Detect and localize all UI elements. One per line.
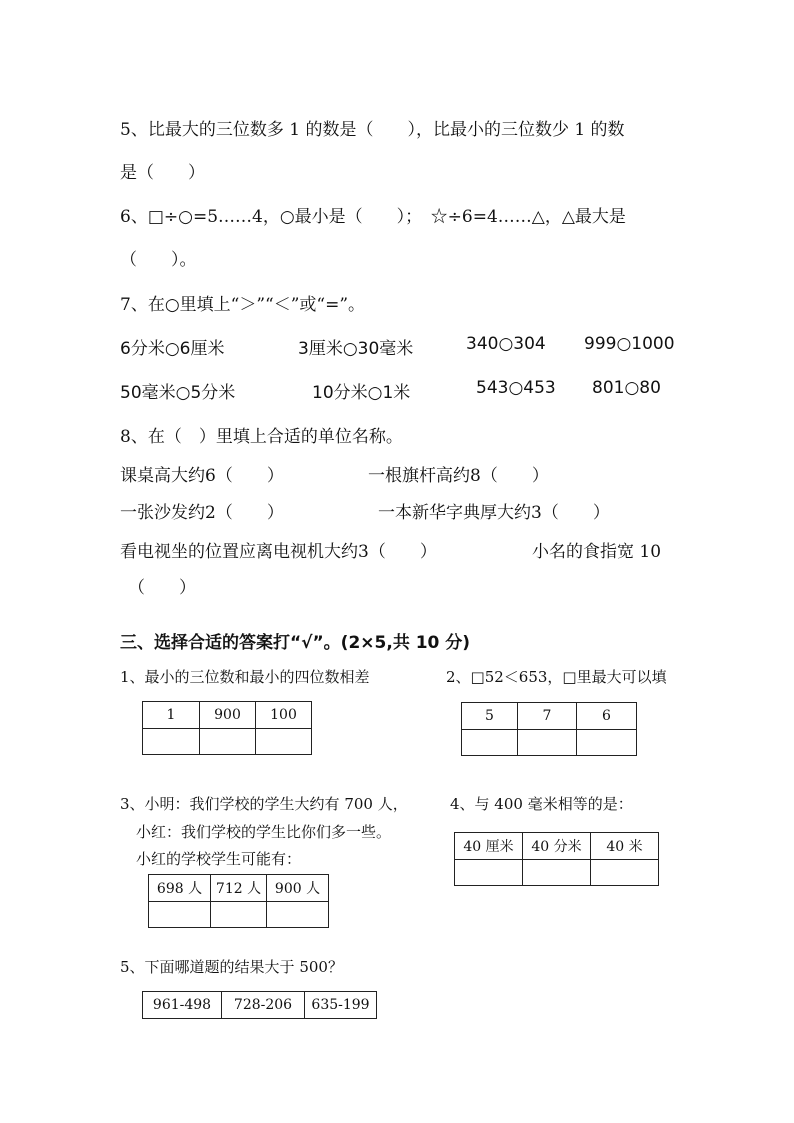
q7-item: 999○1000 bbox=[584, 334, 675, 354]
option-cell: 40 分米 bbox=[523, 833, 591, 860]
option-cell: 7 bbox=[518, 703, 577, 730]
answer-cell[interactable] bbox=[267, 902, 329, 928]
q6-line1: 6、□÷○=5……4，○最小是（ ）； ☆÷6=4……△，△最大是 bbox=[120, 207, 626, 227]
choice-q2-table bbox=[461, 702, 637, 756]
choice-q1-text: 1、最小的三位数和最小的四位数相差 bbox=[120, 668, 370, 686]
q8-item: 一张沙发约2（ ） bbox=[120, 503, 284, 523]
option-cell: 100 bbox=[256, 702, 312, 729]
answer-cell[interactable] bbox=[523, 860, 591, 886]
answer-cell[interactable] bbox=[149, 902, 211, 928]
answer-cell[interactable] bbox=[462, 730, 518, 756]
q7-title: 7、在○里填上“＞”“＜”或“=”。 bbox=[120, 295, 366, 315]
q8-item: （ ） bbox=[128, 578, 196, 598]
choice-q3-line2: 小红：我们学校的学生比你们多一些。 bbox=[136, 823, 392, 841]
choice-q4-table bbox=[454, 832, 659, 886]
q8-item: 看电视坐的位置应离电视机大约3（ ） bbox=[120, 542, 437, 562]
q5-line1: 5、比最大的三位数多 1 的数是（ ），比最小的三位数少 1 的数 bbox=[120, 120, 625, 140]
choice-q5-text: 5、下面哪道题的结果大于 500？ bbox=[120, 958, 343, 976]
choice-q5-table bbox=[142, 991, 377, 1019]
option-cell: 900 人 bbox=[267, 875, 329, 902]
q6-line2: （ ）。 bbox=[120, 250, 197, 270]
option-cell: 40 米 bbox=[591, 833, 659, 860]
q7-item: 801○80 bbox=[592, 378, 661, 398]
answer-cell[interactable] bbox=[518, 730, 577, 756]
choice-q3-line1: 3、小明：我们学校的学生大约有 700 人， bbox=[120, 795, 408, 813]
option-cell: 728-206 bbox=[222, 992, 305, 1019]
answer-cell[interactable] bbox=[256, 729, 312, 755]
q7-item: 10分米○1米 bbox=[312, 383, 411, 403]
answer-cell[interactable] bbox=[591, 860, 659, 886]
q5-line2: 是（ ） bbox=[120, 163, 205, 183]
q7-item: 340○304 bbox=[466, 334, 546, 354]
q8-item: 一本新华字典厚大约3（ ） bbox=[378, 503, 610, 523]
option-cell: 712 人 bbox=[211, 875, 267, 902]
q8-item: 小名的食指宽 10 bbox=[532, 542, 662, 562]
q8-item: 课桌高大约6（ ） bbox=[120, 466, 284, 486]
choice-q3-table bbox=[148, 874, 329, 928]
answer-cell[interactable] bbox=[455, 860, 523, 886]
q8-item: 一根旗杆高约8（ ） bbox=[368, 466, 549, 486]
choice-q3-line3: 小红的学校学生可能有： bbox=[136, 850, 302, 868]
q7-item: 543○453 bbox=[476, 378, 556, 398]
option-cell: 1 bbox=[143, 702, 200, 729]
option-cell: 961-498 bbox=[143, 992, 222, 1019]
answer-cell[interactable] bbox=[577, 730, 637, 756]
option-cell: 5 bbox=[462, 703, 518, 730]
option-cell: 900 bbox=[200, 702, 256, 729]
section-title: 三、选择合适的答案打“√”。(2×5,共 10 分) bbox=[120, 633, 471, 653]
answer-cell[interactable] bbox=[211, 902, 267, 928]
q7-item: 3厘米○30毫米 bbox=[298, 339, 414, 359]
option-cell: 6 bbox=[577, 703, 637, 730]
choice-q1-table bbox=[142, 701, 312, 755]
choice-q2-text: 2、□52＜653，□里最大可以填 bbox=[446, 668, 667, 686]
choice-q4-text: 4、与 400 毫米相等的是： bbox=[450, 795, 633, 813]
q7-item: 50毫米○5分米 bbox=[120, 383, 236, 403]
q8-title: 8、在（ ）里填上合适的单位名称。 bbox=[120, 427, 403, 447]
q7-item: 6分米○6厘米 bbox=[120, 339, 225, 359]
option-cell: 698 人 bbox=[149, 875, 211, 902]
answer-cell[interactable] bbox=[200, 729, 256, 755]
option-cell: 635-199 bbox=[305, 992, 377, 1019]
option-cell: 40 厘米 bbox=[455, 833, 523, 860]
answer-cell[interactable] bbox=[143, 729, 200, 755]
